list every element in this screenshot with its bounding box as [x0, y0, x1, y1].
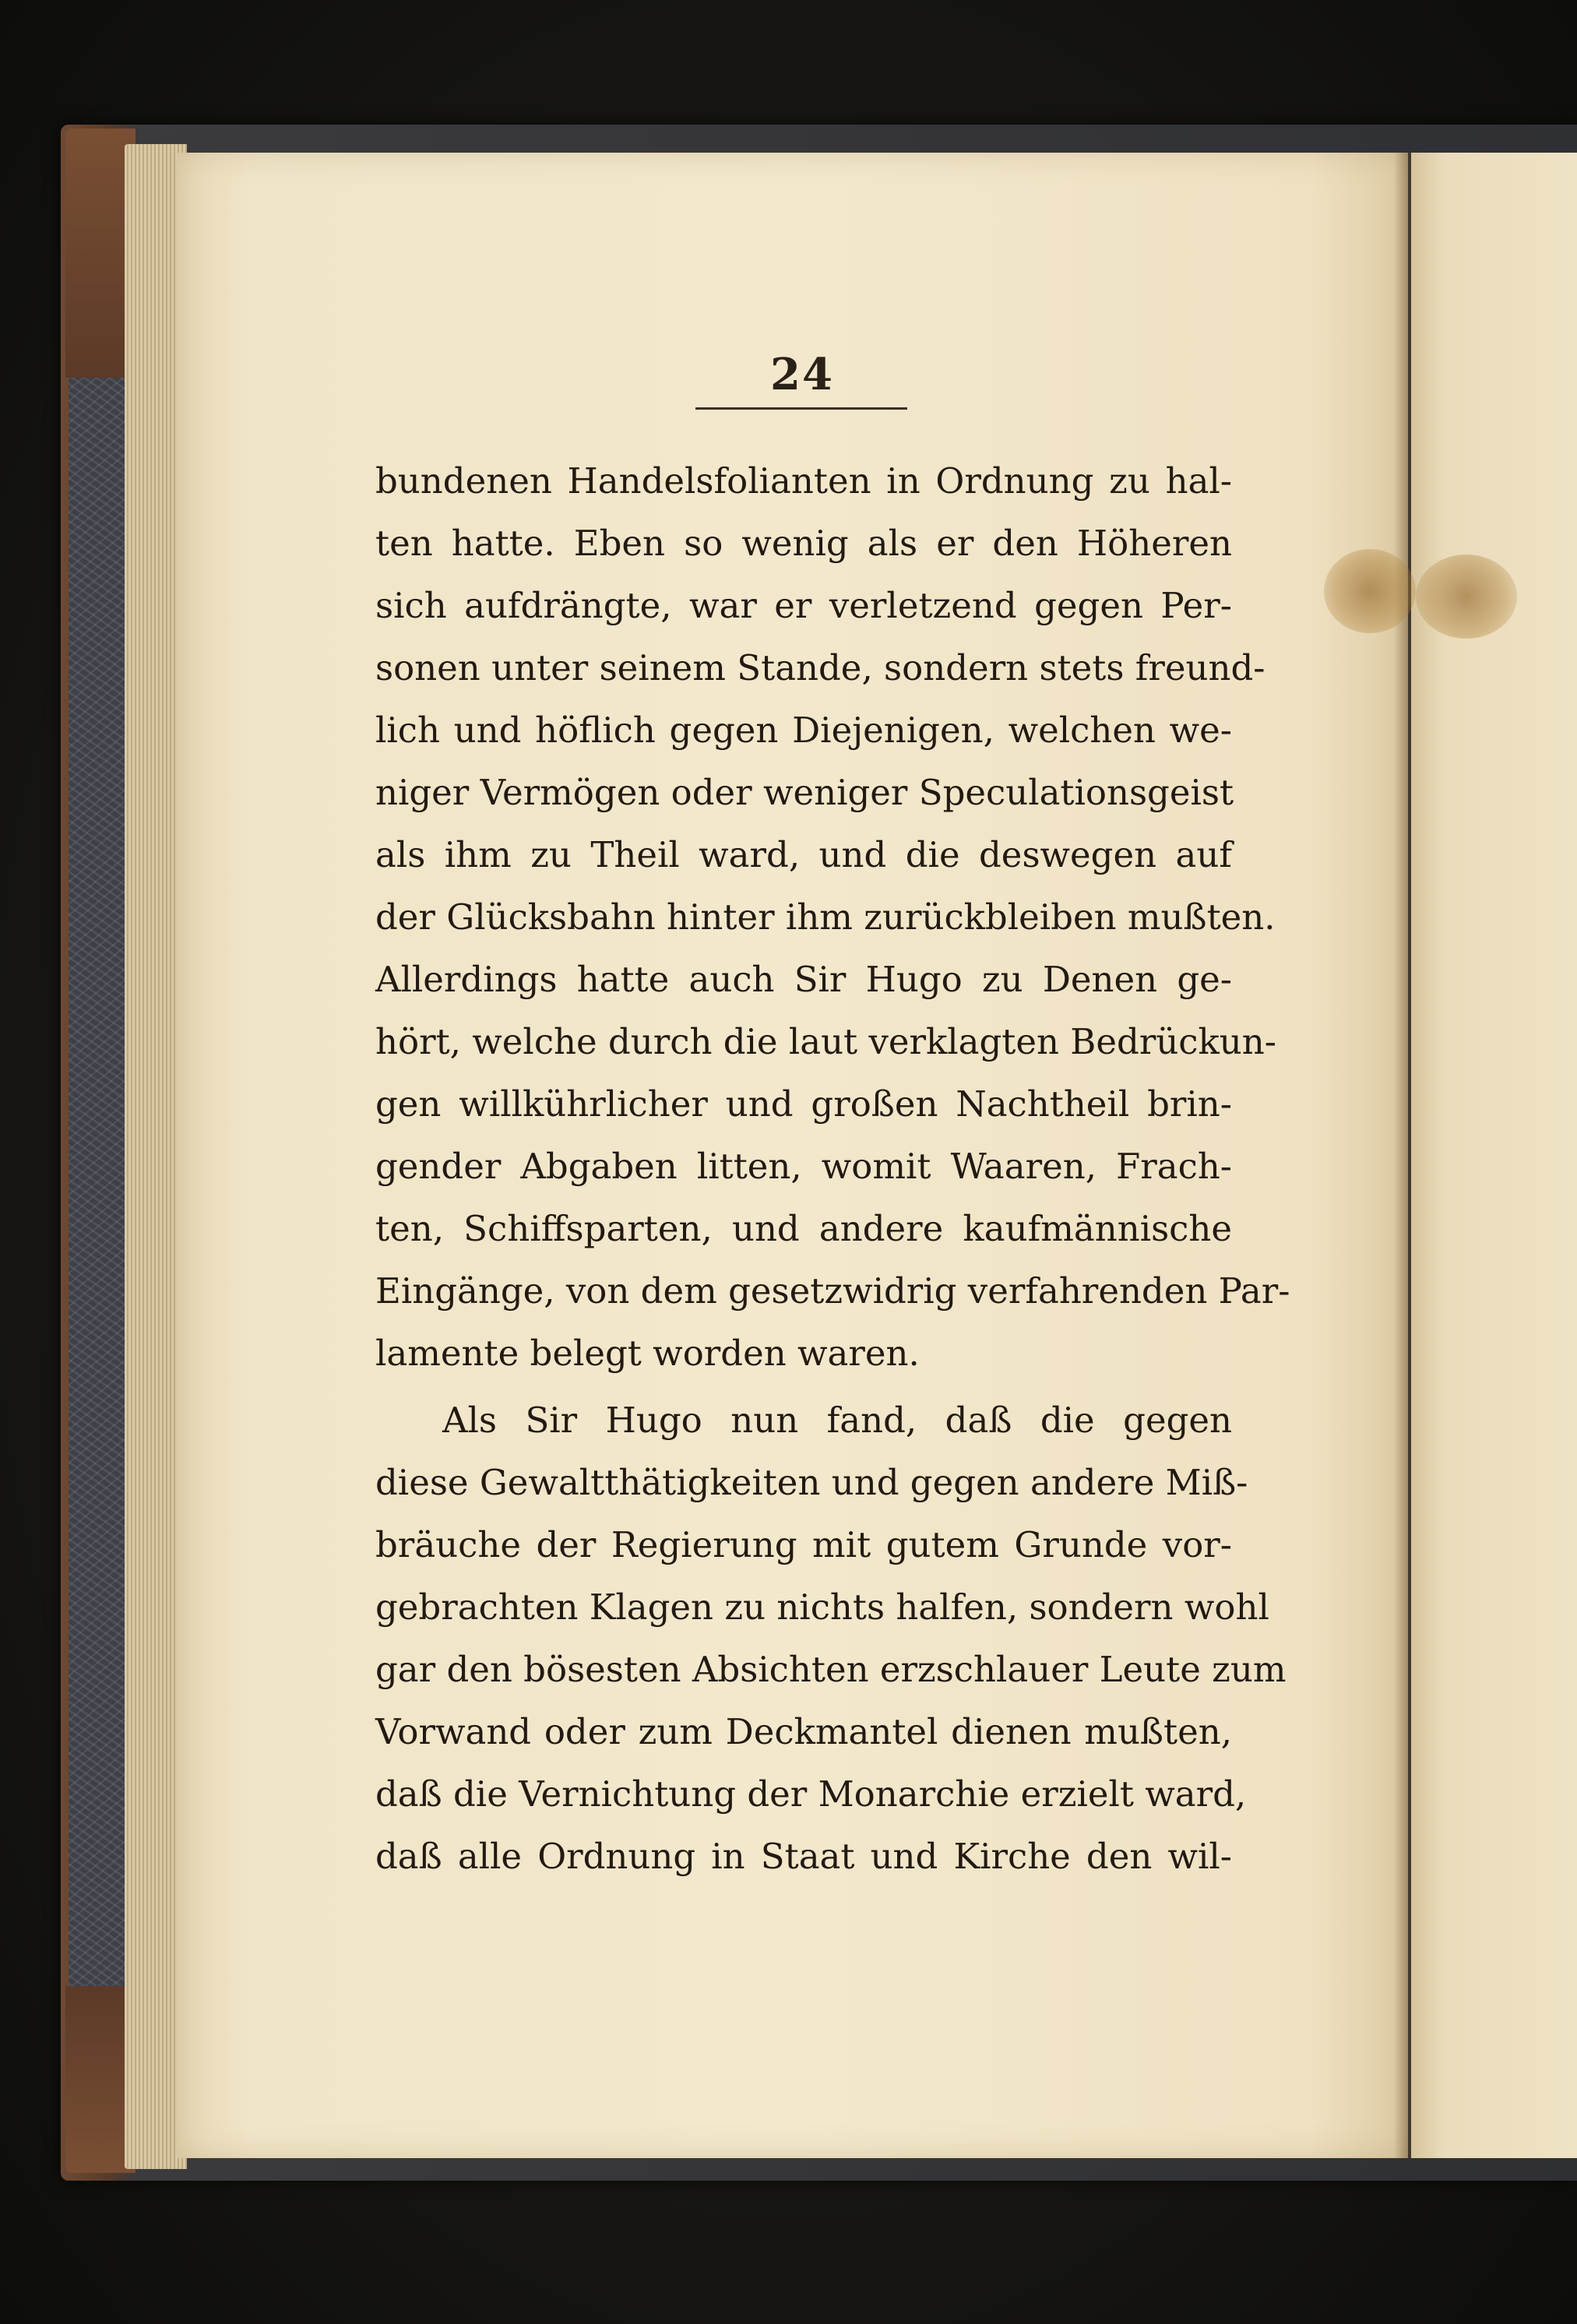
page-number: 24	[770, 349, 834, 400]
text-line: lich und höflich gegen Diejenigen, welchen we-	[375, 710, 1232, 751]
text-line: gender Abgaben litten, womit Waaren, Frach-	[375, 1146, 1232, 1187]
text-line: diese Gewaltthätigkeiten und gegen andere Miß-	[375, 1462, 1248, 1503]
text-line: Vorwand oder zum Deckmantel dienen mußten,	[375, 1711, 1232, 1752]
text-line: niger Vermögen oder weniger Speculationsgeist	[375, 772, 1234, 813]
text-line: Eingänge, von dem gesetzwidrig verfahrenden Par-	[375, 1270, 1290, 1312]
text-line: lamente belegt worden waren.	[375, 1333, 920, 1374]
text-line: bundenen Handelsfolianten in Ordnung zu hal-	[375, 460, 1232, 502]
page-number-rule	[695, 407, 907, 410]
right-page	[1411, 153, 1577, 2158]
marbled-cover-edge	[69, 366, 131, 1994]
stain-mark	[1416, 555, 1517, 639]
text-line: bräuche der Regierung mit gutem Grunde vor-	[375, 1524, 1232, 1565]
text-line: ten, Schiffsparten, und andere kaufmännische	[375, 1208, 1232, 1249]
text-line: Allerdings hatte auch Sir Hugo zu Denen ge-	[375, 959, 1232, 1000]
text-line: Als Sir Hugo nun fand, daß die gegen	[442, 1400, 1232, 1441]
text-line: hört, welche durch die laut verklagten Bedrückun-	[375, 1021, 1276, 1062]
stain-mark	[1324, 549, 1416, 633]
text-line: daß alle Ordnung in Staat und Kirche den wil-	[375, 1836, 1232, 1877]
text-line: der Glücksbahn hinter ihm zurückbleiben mußten.	[375, 896, 1276, 938]
text-line: sich aufdrängte, war er verletzend gegen Per-	[375, 585, 1232, 626]
text-line: ten hatte. Eben so wenig als er den Höheren	[375, 523, 1232, 564]
text-line: gebrachten Klagen zu nichts halfen, sondern wohl	[375, 1586, 1269, 1628]
text-line: gar den bösesten Absichten erzschlauer Leute zum	[375, 1649, 1287, 1690]
text-line: daß die Vernichtung der Monarchie erzielt ward,	[375, 1773, 1247, 1815]
text-line: gen willkührlicher und großen Nachtheil brin-	[375, 1083, 1232, 1125]
text-line: als ihm zu Theil ward, und die deswegen auf	[375, 834, 1232, 875]
text-line: sonen unter seinem Stande, sondern stets freund-	[375, 647, 1265, 688]
